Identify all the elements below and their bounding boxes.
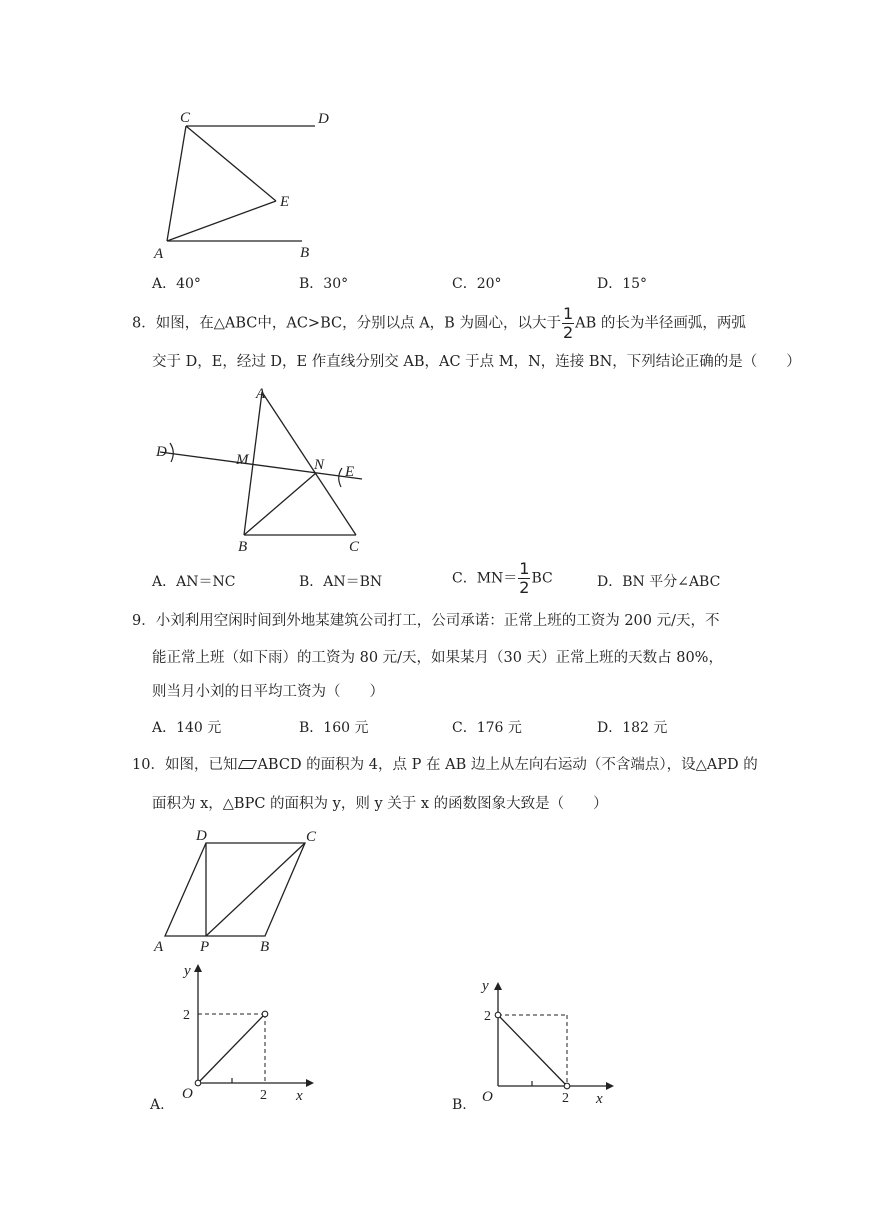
q7-option-d[interactable]: D．15° [597, 276, 648, 292]
q10-stem-line2: 面积为 x，△BPC 的面积为 y，则 y 关于 x 的函数图象大致是（ ） [152, 796, 608, 812]
q9-option-b[interactable]: B．160 元 [299, 720, 369, 736]
q8-stem-line2: 交于 D，E，经过 D，E 作直线分别交 AB，AC 于点 M，N，连接 BN，下列结论正确的是（ ） [152, 354, 801, 370]
q8-option-c-suffix: BC [531, 570, 553, 587]
q7-label-d: D [318, 111, 329, 127]
q10-label-p: P [200, 939, 210, 955]
q8-option-c[interactable] [452, 561, 553, 596]
q7-label-b: B [300, 245, 310, 261]
q8-option-d[interactable]: D．BN 平分∠ABC [597, 574, 721, 590]
q10-option-a[interactable]: A. [150, 1097, 165, 1113]
q8-label-b: B [238, 539, 248, 555]
q8-fraction [562, 306, 574, 341]
q10-graph-b [470, 958, 620, 1108]
q7-option-a[interactable]: A．40° [152, 276, 201, 292]
q8-option-c-den: 2 [519, 578, 530, 597]
graph-a-x-label: x [296, 1088, 303, 1104]
parallelogram-icon [238, 760, 257, 769]
graph-b-x-tick: 2 [562, 1091, 569, 1106]
graph-b-y-tick: 2 [484, 1009, 491, 1024]
q9-option-d[interactable]: D．182 元 [597, 720, 668, 736]
q8-stem-line1 [132, 306, 746, 341]
q9-option-a[interactable]: A．140 元 [152, 720, 222, 736]
q7-option-c[interactable]: C．20° [452, 276, 502, 292]
q7-label-a: A [154, 246, 164, 262]
graph-a-y-tick: 2 [183, 1008, 190, 1023]
q10-stem-line1 [132, 755, 758, 775]
q9-stem-line2: 能正常上班（如下雨）的工资为 80 元/天，如果某月（30 天）正常上班的天数占 80%， [152, 650, 723, 666]
q8-label-c: C [349, 539, 360, 555]
q7-option-b[interactable]: B．30° [299, 276, 349, 292]
q7-label-e: E [280, 194, 290, 210]
q8-label-d: D [156, 444, 167, 460]
q9-stem-line1: 9．小刘利用空闲时间到外地某建筑公司打工，公司承诺：正常上班的工资为 200 元/天，不 [132, 613, 720, 629]
q9-option-c[interactable]: C．176 元 [452, 720, 522, 736]
q9-stem-line3: 则当月小刘的日平均工资为（ ） [152, 684, 384, 700]
graph-a-origin: O [182, 1086, 193, 1102]
q8-label-e: E [345, 464, 355, 480]
graph-b-y-label: y [482, 978, 489, 994]
q8-label-m: M [236, 452, 249, 468]
q8-figure [150, 380, 380, 560]
q8-stem-text-b: AB 的长为半径画弧，两弧 [575, 315, 746, 332]
q10-label-a: A [154, 939, 164, 955]
q10-stem-text-a: 10．如图，已知 [132, 757, 238, 773]
q8-stem-text-a: 8．如图，在△ABC中，AC>BC，分别以点 A，B 为圆心，以大于 [132, 315, 561, 332]
graph-b-origin: O [482, 1089, 493, 1105]
q8-option-c-fraction [518, 561, 530, 596]
q8-option-b[interactable]: B．AN＝BN [299, 574, 383, 590]
q8-option-c-prefix: C．MN＝ [452, 570, 518, 587]
q10-label-d: D [196, 828, 207, 844]
q10-label-b: B [260, 939, 270, 955]
q8-label-a: A [256, 386, 266, 402]
q10-graph-a [170, 958, 320, 1108]
q8-option-c-num: 1 [519, 559, 530, 578]
q7-figure [140, 105, 350, 265]
q7-label-c: C [180, 110, 191, 126]
q8-frac-num: 1 [562, 304, 574, 323]
q8-option-a[interactable]: A．AN＝NC [152, 574, 236, 590]
q10-option-b[interactable]: B. [452, 1097, 467, 1113]
q8-label-n: N [314, 457, 325, 473]
q10-label-c: C [306, 829, 317, 845]
graph-b-x-label: x [596, 1091, 603, 1107]
q10-figure [145, 822, 345, 957]
q10-stem-text-b: ABCD 的面积为 4，点 P 在 AB 边上从左向右运动（不含端点），设△APD 的 [257, 757, 758, 773]
graph-a-x-tick: 2 [260, 1088, 267, 1103]
graph-a-y-label: y [184, 963, 191, 979]
q8-frac-den: 2 [562, 323, 574, 342]
